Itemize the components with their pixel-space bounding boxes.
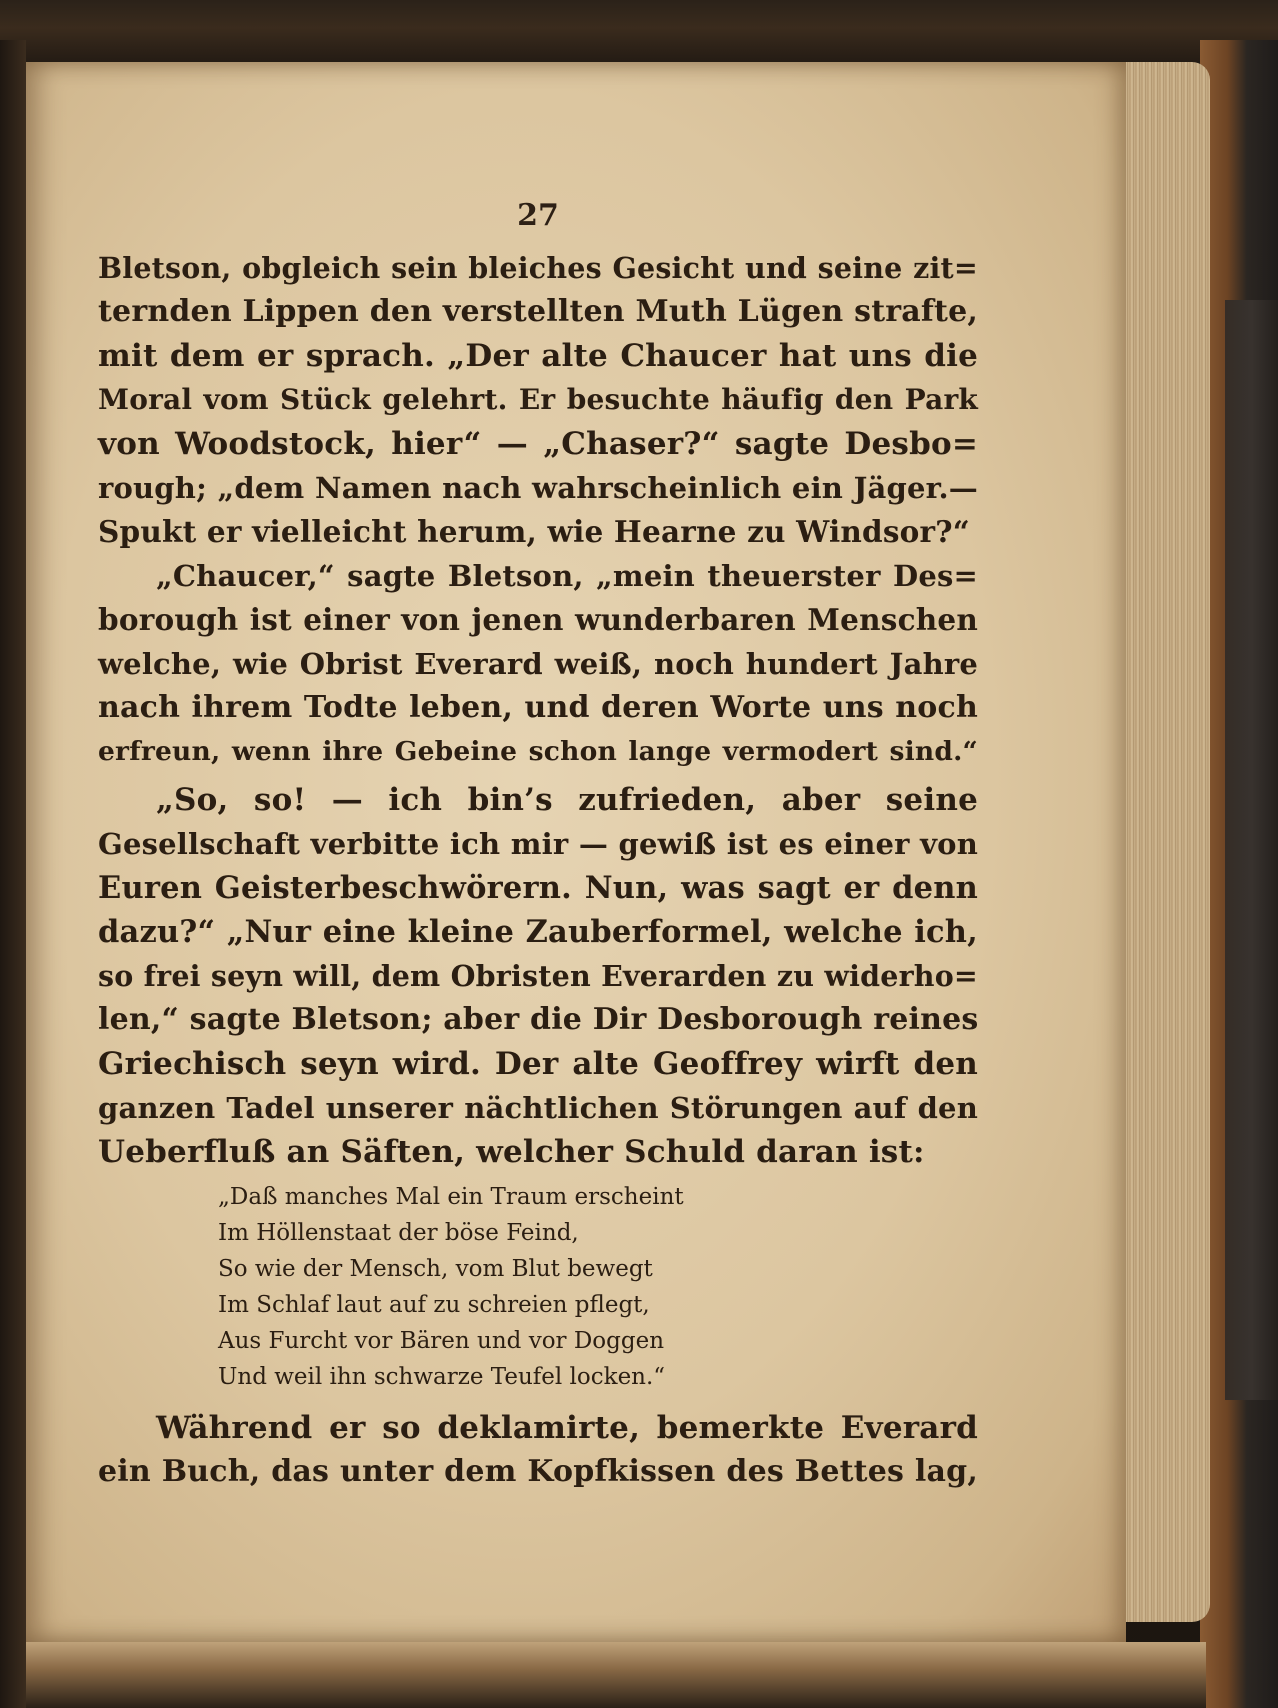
text-line: ganzen Tadel unserer nächtlichen Störungen auf den (98, 1091, 978, 1125)
book-binding-left (0, 40, 26, 1708)
text-line: Gesellschaft verbitte ich mir — gewiß ist es einer von (98, 827, 978, 861)
text-line: erfreun, wenn ihre Gebeine schon lange vermodert sind.“ (98, 736, 978, 767)
text-line: mit dem er sprach. „Der alte Chaucer hat uns die (98, 338, 978, 374)
text-line: Spukt er vielleicht herum, wie Hearne zu Windsor?“ (98, 514, 970, 549)
text-line: „So, so! — ich bin’s zufrieden, aber seine (156, 782, 978, 818)
text-line: Griechisch seyn wird. Der alte Geoffrey wirft den (98, 1046, 978, 1082)
text-line: Euren Geisterbeschwörern. Nun, was sagt er denn (98, 870, 978, 906)
page-number: 27 (517, 198, 559, 233)
verse-line: So wie der Mensch, vom Blut bewegt (218, 1256, 653, 1282)
verse-line: Im Schlaf laut auf zu schreien pflegt, (218, 1292, 650, 1318)
text-line: ternden Lippen den verstellten Muth Lügen strafte, (98, 294, 978, 329)
text-line: „Chaucer,“ sagte Bletson, „mein theuerster Des= (156, 559, 978, 593)
text-line: so frei seyn will, dem Obristen Everarden zu widerho= (98, 959, 978, 993)
text-line: von Woodstock, hier“ — „Chaser?“ sagte Desbo= (98, 426, 978, 462)
verse-line: Und weil ihn schwarze Teufel locken.“ (218, 1364, 666, 1390)
page-bottom-edge (26, 1642, 1206, 1708)
verse-line: Aus Furcht vor Bären und vor Doggen (218, 1328, 665, 1354)
book-cover-edge (1225, 300, 1278, 1400)
verse-line: Im Höllenstaat der böse Feind, (218, 1220, 579, 1246)
text-line: rough; „dem Namen nach wahrscheinlich ein Jäger.— (98, 471, 978, 505)
text-line: dazu?“ „Nur eine kleine Zauberformel, welche ich, (98, 914, 978, 950)
text-line: welche, wie Obrist Everard weiß, noch hundert Jahre (98, 647, 978, 681)
text-line: Moral vom Stück gelehrt. Er besuchte häufig den Park (98, 383, 978, 416)
text-line: ein Buch, das unter dem Kopfkissen des Bettes lag, (98, 1454, 978, 1489)
text-line: Ueberfluß an Säften, welcher Schuld daran ist: (98, 1134, 925, 1170)
text-line: borough ist einer von jenen wunderbaren Menschen (98, 602, 978, 637)
book-binding-top (0, 0, 1278, 70)
text-line: Während er so deklamirte, bemerkte Everard (156, 1410, 978, 1446)
verse-line: „Daß manches Mal ein Traum erscheint (218, 1184, 684, 1210)
text-line: nach ihrem Todte leben, und deren Worte uns noch (98, 690, 978, 725)
text-line: Bletson, obgleich sein bleiches Gesicht und seine zit= (98, 251, 978, 285)
text-line: len,“ sagte Bletson; aber die Dir Desborough reines (98, 1002, 979, 1037)
book-page (26, 62, 1126, 1642)
